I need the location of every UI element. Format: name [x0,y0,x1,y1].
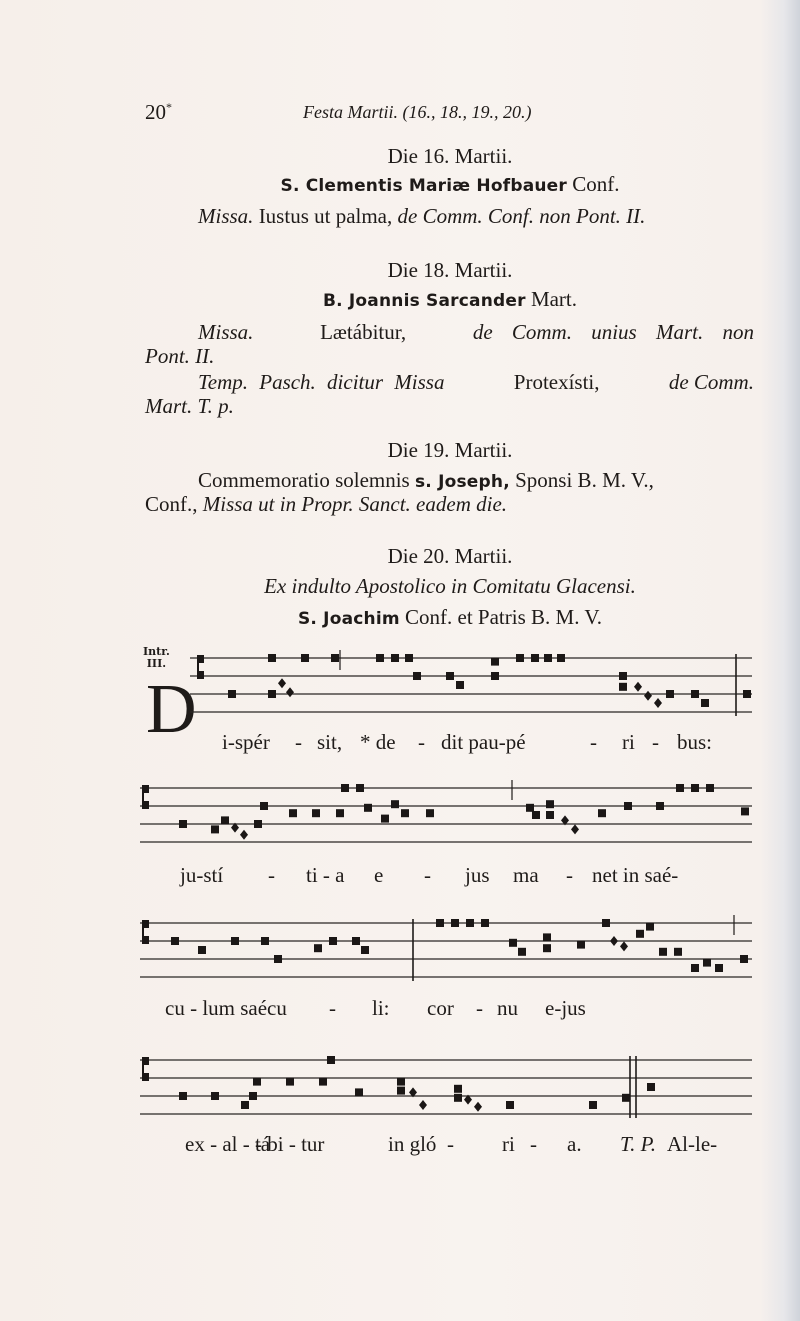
punctum-note [260,802,268,810]
syllable: ti - a [306,863,345,887]
indult-note: Ex indulto Apostolico in Comitatu Glacensi. [264,574,636,598]
syllable: sit, [317,730,343,754]
rhombus-note [644,691,652,701]
chant-staff-1 [190,650,752,720]
date-heading-16: Die 16. Martii. [387,144,513,168]
punctum-note [327,1056,335,1064]
staff-svg [140,915,752,985]
syllable: - [530,1132,537,1156]
missa-line-18-cont: Pont. II. [145,344,215,368]
punctum-note [622,1094,630,1102]
syllable: net in saé- [592,863,679,887]
syllable: - [476,996,483,1020]
punctum-note [319,1078,327,1086]
punctum-note [636,930,644,938]
rhombus-note [610,936,618,946]
punctum-note [619,672,627,680]
rhombus-note [278,678,286,688]
punctum-note [301,654,309,662]
syllable: Al-le- [667,1132,718,1156]
rhombus-note [240,830,248,840]
punctum-note [426,809,434,817]
punctum-note [619,683,627,691]
drop-initial: D [146,671,197,748]
syllable: - [424,863,431,887]
do-clef-icon [142,785,149,809]
punctum-note [543,933,551,941]
staff-svg [140,780,752,850]
punctum-note [179,820,187,828]
page-number-value: 20 [145,100,166,124]
introit-mode: III. [146,657,167,670]
punctum-note [436,919,444,927]
punctum-note [546,811,554,819]
punctum-note [228,690,236,698]
missa-line-18 [198,320,754,345]
syllable: ri [622,730,635,754]
punctum-note [221,816,229,824]
syllable: e-jus [545,996,586,1020]
syllable: * de [360,730,396,754]
punctum-note [509,939,517,947]
introit-label-text: Intr. [143,645,170,658]
syllable: cu - lum saécu [165,996,287,1020]
syllable: jus [465,863,490,887]
punctum-note [526,804,534,812]
missa-incipit: Iustus ut palma, [258,204,393,228]
date-heading-18: Die 18. Martii. [387,258,513,282]
punctum-note [364,804,372,812]
missa-incipit: Lætábitur, [320,320,407,344]
feast-title-18 [140,287,760,312]
punctum-note [602,919,610,927]
running-title [303,102,532,123]
page-marker: * [166,100,172,114]
punctum-note [446,672,454,680]
punctum-note [413,672,421,680]
punctum-note [740,955,748,963]
punctum-note [516,654,524,662]
punctum-note [691,784,699,792]
syllable: - [566,863,573,887]
syllable: bus: [677,730,713,754]
punctum-note [268,690,276,698]
feast-rank: Conf. [572,172,620,196]
punctum-note [381,815,389,823]
missa-source: de Comm. unius Mart. non [472,320,754,344]
tempus-paschale-marker: T. P. [620,1132,656,1156]
punctum-note [676,784,684,792]
syllable: ex - al - tá [185,1132,271,1156]
punctum-note [589,1101,597,1109]
temp-pasch-label: Temp. Pasch. dicitur Missa [198,370,445,394]
punctum-note [491,672,499,680]
punctum-note [352,937,360,945]
feast-rank: Mart. [530,287,578,311]
missa-label: Missa. [198,320,254,344]
punctum-note [355,1088,363,1096]
punctum-note [491,658,499,666]
commemoratio-intro: Commemoratio solemnis [198,468,410,492]
punctum-note [706,784,714,792]
punctum-note [741,807,749,815]
conf-label: Conf., [145,492,198,516]
feast-rank: Sponsi B. M. V., [515,468,654,492]
punctum-note [656,802,664,810]
staff-svg [190,650,752,720]
punctum-note [506,1101,514,1109]
rhombus-note [571,824,579,834]
do-clef-icon [197,655,204,679]
punctum-note [544,654,552,662]
syllable: ma [513,863,539,887]
commemoratio-line [198,468,654,493]
punctum-note [659,948,667,956]
punctum-note [397,1078,405,1086]
punctum-note [268,654,276,662]
syllable: - [295,730,302,754]
syllable: - [418,730,425,754]
date-heading-20: Die 20. Martii. [387,544,513,568]
rhombus-note [286,687,294,697]
punctum-note [532,811,540,819]
punctum-note [598,809,606,817]
running-title-dates: (16., 18., 19., 20.) [402,102,532,122]
punctum-note [691,690,699,698]
syllable: - [447,1132,454,1156]
syllable: ri [502,1132,515,1156]
syllable: dit pau-pé [441,730,526,754]
punctum-note [691,964,699,972]
chant-staff-2 [140,780,752,850]
punctum-note [456,681,464,689]
punctum-note [329,937,337,945]
punctum-note [546,800,554,808]
temp-pasch-line [198,370,754,395]
punctum-note [624,802,632,810]
syllable: e [374,863,384,887]
syllable: - [329,996,336,1020]
feast-name: s. Joseph, [414,472,510,492]
punctum-note [401,809,409,817]
feast-title-16 [140,172,760,197]
do-clef-icon [142,1057,149,1081]
punctum-note [356,784,364,792]
punctum-note [286,1078,294,1086]
punctum-note [336,809,344,817]
punctum-note [331,654,339,662]
chant-staff-4 [140,1052,752,1122]
punctum-note [314,944,322,952]
commemoratio-line-cont [145,492,507,517]
punctum-note [312,809,320,817]
rhombus-note [419,1100,427,1110]
missa-source: de Comm. Conf. non Pont. II. [397,204,646,228]
punctum-note [531,654,539,662]
punctum-note [481,919,489,927]
rhombus-note [654,698,662,708]
chant-staff-3 [140,915,752,985]
syllable: - [268,863,275,887]
punctum-note [171,937,179,945]
syllable: li: [372,996,390,1020]
rhombus-note [474,1102,482,1112]
date-heading-19: Die 19. Martii. [387,438,513,462]
punctum-note [397,1087,405,1095]
punctum-note [405,654,413,662]
punctum-note [451,919,459,927]
punctum-note [674,948,682,956]
punctum-note [376,654,384,662]
punctum-note [701,699,709,707]
punctum-note [466,919,474,927]
syllable: cor [427,996,454,1020]
syllable: - bi - tur [255,1132,325,1156]
punctum-note [254,820,262,828]
temp-pasch-source: de Comm. [668,370,754,394]
punctum-note [341,784,349,792]
staff-svg [140,1052,752,1122]
punctum-note [198,946,206,954]
punctum-note [253,1078,261,1086]
punctum-note [211,1092,219,1100]
temp-pasch-incipit: Protexísti, [513,370,600,394]
punctum-note [179,1092,187,1100]
syllable: i-spér [222,730,270,754]
punctum-note [703,959,711,967]
rhombus-note [620,941,628,951]
do-clef-icon [142,920,149,944]
syllable: ju-stí [180,863,224,887]
punctum-note [249,1092,257,1100]
missa-label: Missa. [198,204,254,228]
syllable: a. [567,1132,582,1156]
temp-pasch-line-cont: Mart. T. p. [145,394,234,418]
punctum-note [743,690,751,698]
feast-rank: Conf. et Patris B. M. V. [405,605,603,629]
punctum-note [231,937,239,945]
introit-label [143,646,170,670]
feast-name: B. Joannis Sarcander [322,291,526,311]
punctum-note [715,964,723,972]
syllable: in gló [388,1132,437,1156]
missa-reference: Missa ut in Propr. Sanct. eadem die. [202,492,508,516]
syllable: nu [497,996,518,1020]
feast-name: S. Clementis Mariæ Hofbauer [280,176,567,196]
punctum-note [646,923,654,931]
punctum-note [454,1085,462,1093]
running-title-text: Festa Martii. [303,102,398,122]
punctum-note [241,1101,249,1109]
punctum-note [391,800,399,808]
syllable: - [590,730,597,754]
punctum-note [454,1094,462,1102]
punctum-note [274,955,282,963]
punctum-note [361,946,369,954]
punctum-note [391,654,399,662]
punctum-note [577,941,585,949]
punctum-note [261,937,269,945]
punctum-note [543,944,551,952]
punctum-note [647,1083,655,1091]
rhombus-note [634,682,642,692]
page-number [145,100,172,125]
punctum-note [211,825,219,833]
punctum-note [289,809,297,817]
syllable: - [652,730,659,754]
feast-name: S. Joachim [297,609,400,629]
missa-line-16 [198,204,645,229]
punctum-note [518,948,526,956]
feast-title-20 [140,605,760,630]
punctum-note [557,654,565,662]
punctum-note [666,690,674,698]
